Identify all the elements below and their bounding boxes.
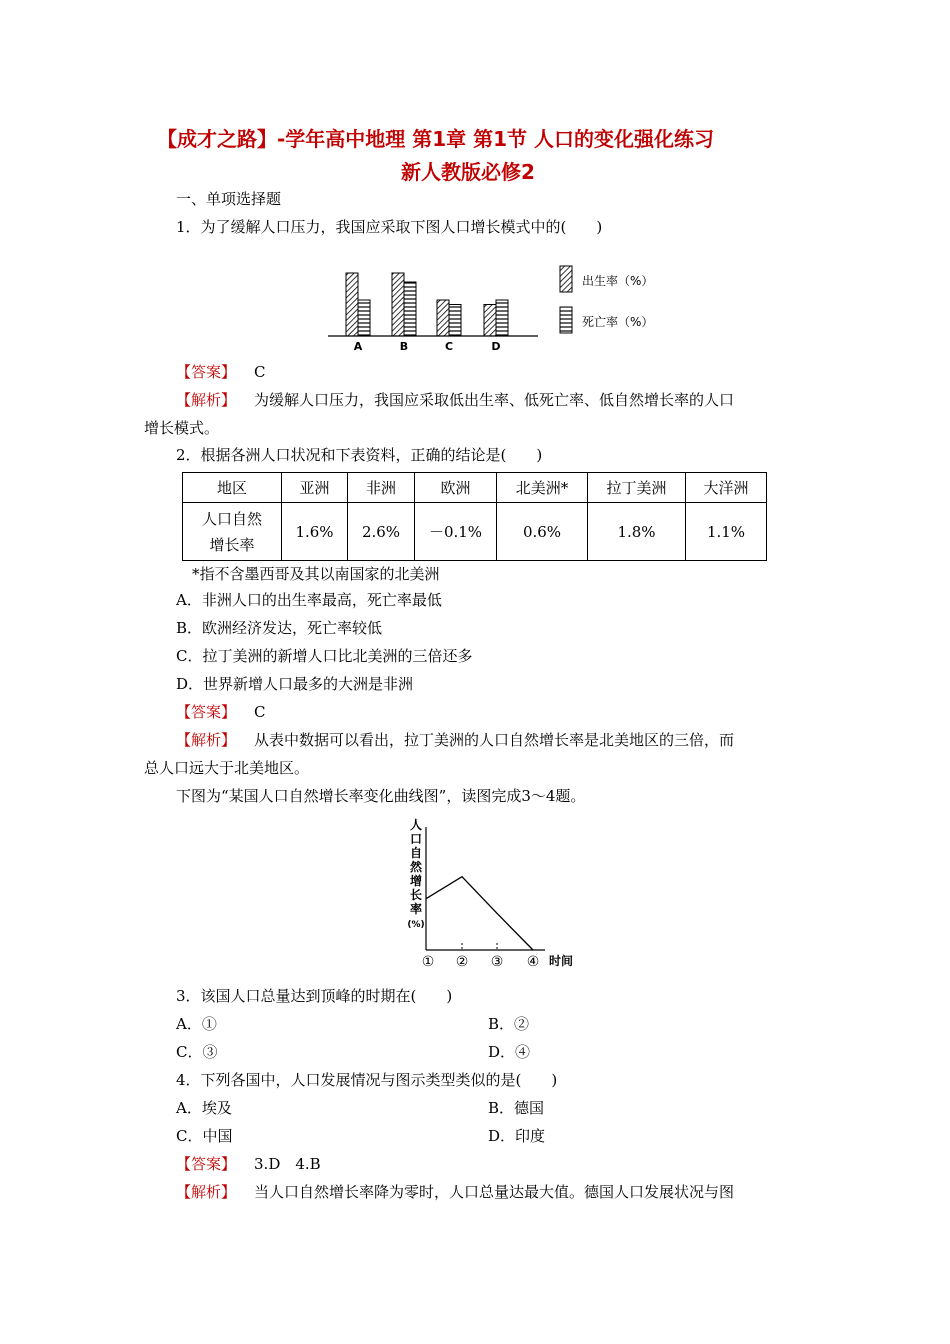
bar-death-rate-D — [496, 300, 508, 336]
y-axis-label-char: 口 — [409, 832, 423, 846]
table-cell: 1.6% — [282, 503, 348, 561]
bar-birth-rate-C — [437, 300, 449, 336]
analysis-tag: 【解析】 — [176, 731, 237, 749]
q3-stem: 3．该国人口总量达到顶峰的时期在( ) — [176, 987, 453, 1005]
q4-option-b: B．德国 — [488, 1099, 545, 1117]
q1-stem: 1．为了缓解人口压力，我国应采取下图人口增长模式中的( ) — [176, 218, 603, 236]
table-cell: 1.8% — [588, 503, 686, 561]
bar-birth-rate-A — [346, 273, 358, 336]
bar-birth-rate-D — [484, 305, 496, 337]
table-cell: 0.6% — [497, 503, 588, 561]
q3-option-d: D．④ — [488, 1043, 531, 1061]
x-tick-label: D — [491, 340, 501, 353]
table-header: 非洲 — [348, 473, 415, 503]
chart2-series-line — [426, 877, 533, 950]
answer-value: C — [254, 703, 266, 721]
y-axis-label-char: 长 — [409, 888, 423, 902]
bar-death-rate-B — [404, 282, 416, 336]
x-tick-label: A — [353, 340, 363, 353]
table-header-row — [183, 473, 767, 503]
legend-death-label: 死亡率（%） — [582, 315, 654, 329]
q2-option-a: A．非洲人口的出生率最高，死亡率最低 — [176, 591, 442, 609]
q2-option-d: D．世界新增人口最多的大洲是非洲 — [176, 675, 414, 693]
table-header: 欧洲 — [415, 473, 497, 503]
answer-tag: 【答案】 — [176, 1155, 237, 1173]
q4-option-d: D．印度 — [488, 1127, 546, 1145]
legend-birth-swatch — [560, 266, 572, 292]
table-header: 拉丁美洲 — [588, 473, 686, 503]
analysis-text: 当人口自然增长率降为零时，人口总量达最大值。德国人口发展状况与图 — [254, 1183, 735, 1201]
q3-option-c: C．③ — [176, 1043, 218, 1061]
analysis-text: 从表中数据可以看出，拉丁美洲的人口自然增长率是北美地区的三倍，而 — [254, 731, 735, 749]
x-tick-label: C — [444, 340, 454, 353]
table-header: 北美洲* — [497, 473, 588, 503]
legend-birth-label: 出生率（%） — [582, 274, 654, 288]
x-tick-label: ② — [455, 954, 469, 970]
q4-stem: 4．下列各国中，人口发展情况与图示类型类似的是( ) — [176, 1071, 558, 1089]
y-axis-label-char: 增 — [409, 874, 423, 888]
q3-option-a: A．① — [176, 1015, 217, 1033]
x-tick-label: ④ — [526, 954, 540, 970]
x-tick-label: B — [399, 340, 409, 353]
q2-table-note: *指不含墨西哥及其以南国家的北美洲 — [192, 565, 440, 583]
chart2-x-label: 时间 — [549, 954, 574, 968]
section-heading: 一、单项选择题 — [176, 190, 282, 208]
q34-line-chart — [400, 815, 590, 973]
q34-intro: 下图为“某国人口自然增长率变化曲线图”，读图完成3～4题。 — [176, 787, 586, 805]
legend-death-swatch — [560, 307, 572, 333]
analysis-text: 为缓解人口压力，我国应采取低出生率、低死亡率、低自然增长率的人口 — [254, 391, 735, 409]
y-axis-label-char: 人 — [409, 818, 423, 832]
analysis-tag: 【解析】 — [176, 391, 237, 409]
table-header: 亚洲 — [282, 473, 348, 503]
y-axis-label-char: 自 — [409, 846, 423, 860]
x-tick-label: ① — [421, 954, 435, 970]
q2-analysis — [176, 730, 734, 750]
table-header: 地区 — [183, 473, 282, 503]
q34-answer — [176, 1154, 321, 1174]
bar-birth-rate-B — [392, 273, 404, 336]
bar-death-rate-C — [449, 305, 461, 337]
q1-analysis — [176, 390, 734, 410]
bar-death-rate-A — [358, 300, 370, 336]
y-axis-label-char: 率 — [409, 902, 423, 916]
q2-answer — [176, 702, 266, 722]
table-cell: －0.1% — [415, 503, 497, 561]
table-cell: 2.6% — [348, 503, 415, 561]
q4-option-c: C．中国 — [176, 1127, 233, 1145]
q34-analysis — [176, 1182, 734, 1202]
row-label-line1: 人口自然 — [201, 509, 262, 528]
row-label-line2: 增长率 — [209, 535, 255, 554]
q2-stem: 2．根据各洲人口状况和下表资料，正确的结论是( ) — [176, 446, 543, 464]
analysis-tag: 【解析】 — [176, 1183, 237, 1201]
q2-data-table — [182, 472, 767, 561]
q1-bar-chart — [320, 250, 680, 355]
answer-tag: 【答案】 — [176, 703, 237, 721]
page-title-line1: 【成才之路】-学年高中地理 第1章 第1节 人口的变化强化练习 — [157, 127, 715, 151]
q1-analysis-line2: 增长模式。 — [144, 419, 220, 437]
table-cell: 1.1% — [686, 503, 767, 561]
answer-value: C — [254, 363, 266, 381]
q1-answer — [176, 362, 266, 382]
q2-option-b: B．欧洲经济发达，死亡率较低 — [176, 619, 383, 637]
table-row-label — [183, 503, 282, 561]
answer-value: 3.D 4.B — [254, 1155, 321, 1173]
answer-tag: 【答案】 — [176, 363, 237, 381]
y-axis-label-char: (%) — [407, 920, 425, 930]
q4-option-a: A．埃及 — [176, 1099, 232, 1117]
page-title-line2: 新人教版必修2 — [401, 160, 535, 184]
table-header: 大洋洲 — [686, 473, 767, 503]
table-row — [183, 503, 767, 561]
y-axis-label-char: 然 — [409, 860, 423, 874]
q2-option-c: C．拉丁美洲的新增人口比北美洲的三倍还多 — [176, 647, 473, 665]
x-tick-label: ③ — [490, 954, 504, 970]
q2-analysis-line2: 总人口远大于北美地区。 — [144, 759, 310, 777]
q3-option-b: B．② — [488, 1015, 530, 1033]
